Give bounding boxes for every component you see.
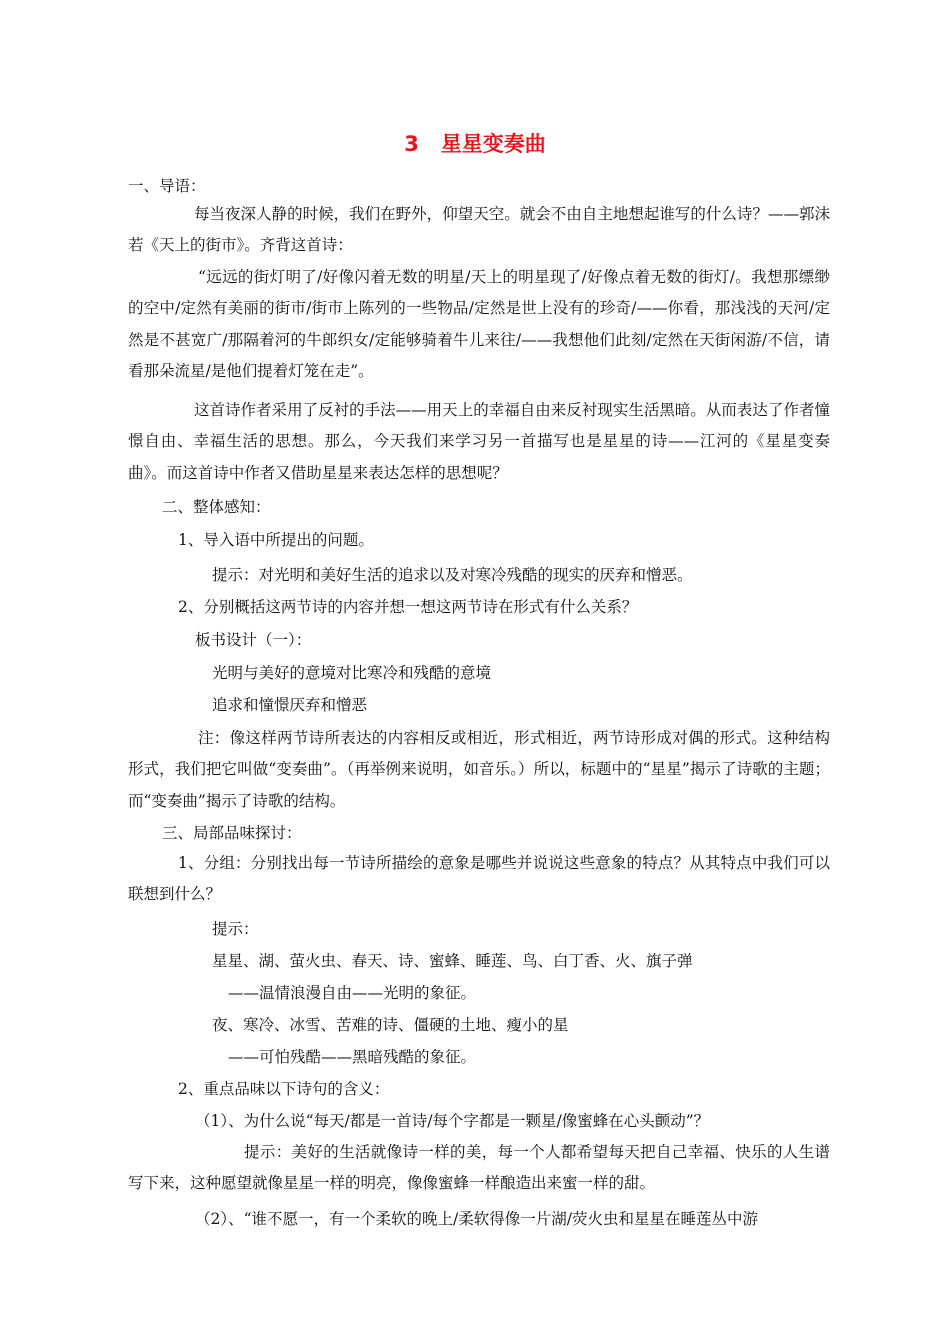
section-heading-partial: 三、局部品味探讨：: [162, 824, 302, 842]
lesson-number: 3: [404, 132, 419, 156]
lesson-title: 星星变奏曲: [440, 132, 546, 156]
partial-question-2: 2、重点品味以下诗句的含义：: [178, 1080, 390, 1098]
board-design-label: 板书设计（一）：: [195, 631, 312, 649]
sub-question-1-hint: 提示：美好的生活就像诗一样的美，每一个人都希望每天把自己幸福、快乐的人生谱写下来，这种愿望就像星星一样的明亮，像像蜜蜂一样酿造出来蜜一样的甜。: [128, 1143, 830, 1193]
question-2: 2、分别概括这两节诗的内容并想一想这两节诗在形式有什么关系？: [178, 598, 638, 616]
board-line-1: 光明与美好的意境对比寒冷和残酷的意境: [212, 664, 492, 682]
partial-question-1: 1、分组：分别找出每一节诗所描绘的意象是哪些并说说这些意象的特点？从其特点中我们可以联想到什么？: [128, 854, 830, 904]
sub-question-2: （2）、“谁不愿一，有一个柔软的晚上/柔软得像一片湖/荧火虫和星星在睡莲丛中游: [195, 1210, 758, 1228]
section-heading-overall: 二、整体感知：: [162, 498, 271, 516]
board-line-2: 追求和憧憬厌弃和憎恶: [212, 696, 368, 714]
hint-label: 提示：: [212, 920, 259, 938]
dark-images-meaning: ——可怕残酷——黑暗残酷的象征。: [228, 1048, 477, 1066]
section-heading-intro: 一、导语：: [128, 177, 206, 195]
intro-analysis-paragraph: 这首诗作者采用了反衬的手法——用天上的幸福自由来反衬现实生活黑暗。从而表达了作者憧憬自由、幸福生活的思想。那么，今天我们来学习另一首描写也是星星的诗——江河的《星星变奏曲》。而这首诗中作者又借助星星来表达怎样的思想呢？: [128, 401, 830, 482]
question-1: 1、导入语中所提出的问题。: [178, 531, 374, 549]
note-paragraph: 注：像这样两节诗所表达的内容相反或相近，形式相近，两节诗形成对偶的形式。这种结构形式，我们把它叫做“变奏曲”。（再举例来说明，如音乐。）所以，标题中的“星星”揭示了诗歌的主题；而“变奏曲”揭示了诗歌的结构。: [128, 729, 830, 810]
intro-paragraph: 每当夜深人静的时候，我们在野外，仰望天空。就会不由自主地想起谁写的什么诗？——郭沫若《天上的街市》。齐背这首诗：: [128, 205, 830, 255]
sub-question-1: （1）、为什么说“每天/都是一首诗/每个字都是一颗星/像蜜蜂在心头颤动”？: [195, 1112, 710, 1130]
poem-quote: “远远的街灯明了/好像闪着无数的明星/天上的明星现了/好像点着无数的街灯/。我想那缥缈的空中/定然有美丽的街市/街市上陈列的一些物品/定然是世上没有的珍奇/——你看，那浅浅的天河/定然是不甚宽广/那隔着河的牛郎织女/定能够骑着牛儿来往/——我想他们此刻/定然在天街闲游/不信，请看那朵流星/是他们提着灯笼在走”。: [128, 268, 830, 380]
page-title: [0, 128, 950, 158]
dark-images-list: 夜、寒冷、冰雪、苦难的诗、僵硬的土地、瘦小的星: [212, 1016, 569, 1034]
bright-images-list: 星星、湖、萤火虫、春天、诗、蜜蜂、睡莲、鸟、白丁香、火、旗子弹: [212, 952, 693, 970]
question-1-hint: 提示：对光明和美好生活的追求以及对寒冷残酷的现实的厌弃和憎恶。: [212, 566, 693, 584]
bright-images-meaning: ——温情浪漫自由——光明的象征。: [228, 984, 477, 1002]
